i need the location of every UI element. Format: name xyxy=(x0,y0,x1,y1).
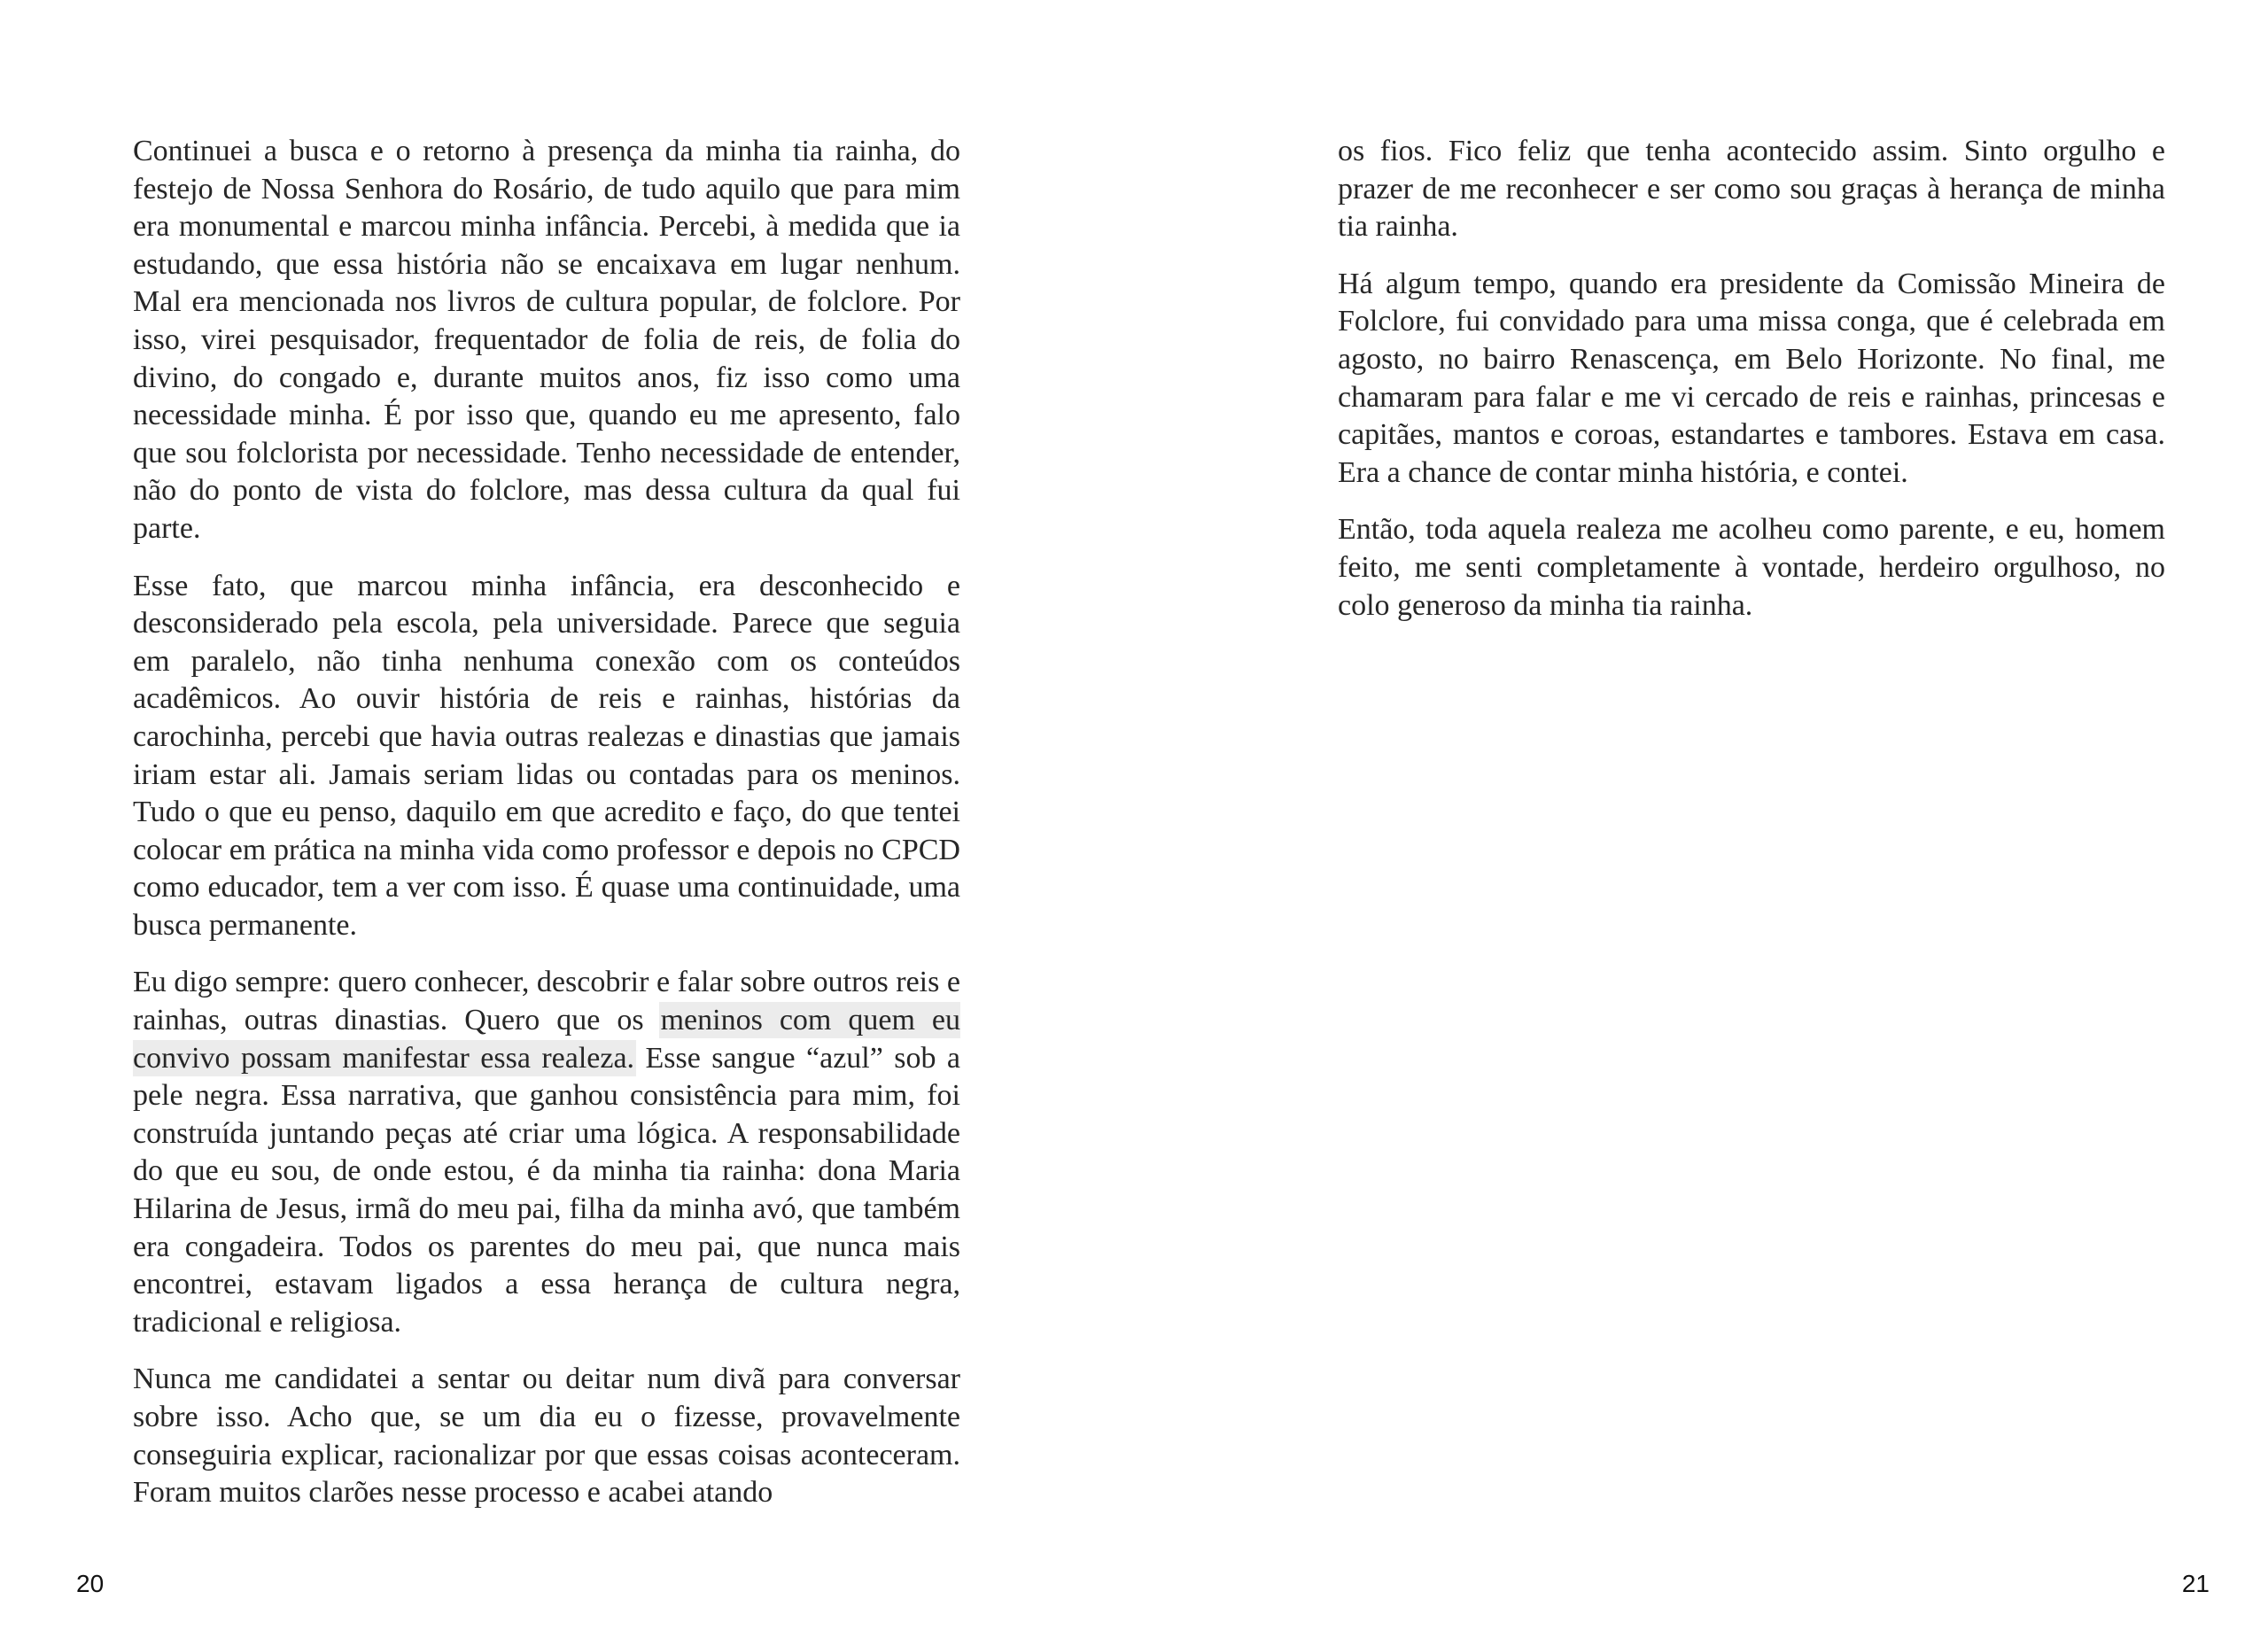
paragraph: Continuei a busca e o retorno à presença da minha tia rainha, do festejo de Nossa Senhora do Rosário, de tudo aquilo que para mim era monumental e marcou minha infância. Percebi, à medida que ia estudando, que essa história não se encaixava em lugar nenhum. Mal era mencionada nos livros de cultura popular, de folclore. Por isso, virei pesquisador, frequentador de folia de reis, de folia do divino, do congado e, durante muitos anos, fiz isso como uma necessidade minha. É por isso que, quando eu me apresento, falo que sou folclorista por necessidade. Tenho necessidade de entender, não do ponto de vista do folclore, mas dessa cultura da qual fui parte. xyxy=(133,135,960,545)
paragraph: Nunca me candidatei a sentar ou deitar num divã para conversar sobre isso. Acho que, se um dia eu o fizesse, provavelmente conseguiria explicar, racionalizar por que essas coisas aconteceram. Foram muitos clarões nesse processo e acabei atando xyxy=(133,1363,960,1510)
paragraph: Há algum tempo, quando era presidente da Comissão Mineira de Folclore, fui convidado para uma missa conga, que é celebrada em agosto, no bairro Renascença, em Belo Horizonte. No final, me chamaram para falar e me vi cercado de reis e rainhas, princesas e capitães, mantos e coroas, estandartes e tambores. Estava em casa. Era a chance de contar minha história, e contei. xyxy=(1338,267,2165,489)
paragraph-text: Esse sangue “azul” sob a pele negra. Essa narrativa, que ganhou consistência para mim, foi construída juntando peças até criar uma lógica. A responsabilidade do que eu sou, de onde estou, é da minha tia rainha: dona Maria Hilarina de Jesus, irmã do meu pai, filha da minha avó, que também era congadeira. Todos os parentes do meu pai, que nunca mais encontrei, estavam ligados a essa herança de cultura negra, tradicional e religiosa. xyxy=(133,1041,960,1339)
right-text-column xyxy=(1338,133,2165,644)
paragraph: Esse fato, que marcou minha infância, era desconhecido e desconsiderado pela escola, pela universidade. Parece que seguia em paralelo, não tinha nenhuma conexão com os conteúdos acadêmicos. Ao ouvir história de reis e rainhas, histórias da carochinha, percebi que havia outras realezas e dinastias que jamais iriam estar ali. Jamais seriam lidas ou contadas para os meninos. Tudo o que eu penso, daquilo em que acredito e faço, do que tentei colocar em prática na minha vida como professor e depois no CPCD como educador, tem a ver com isso. É quase uma continuidade, uma busca permanente. xyxy=(133,569,960,942)
left-text-column xyxy=(133,133,960,1532)
page-number: 20 xyxy=(76,1570,105,1597)
paragraph xyxy=(133,964,960,1341)
highlighted-text[interactable]: meninos com quem eu convivo possam manifestar essa realeza. xyxy=(133,1004,960,1075)
paragraph: Então, toda aquela realeza me acolheu como parente, e eu, homem feito, me senti completamente à vontade, herdeiro orgulhoso, no colo generoso da minha tia rainha. xyxy=(1338,513,2165,622)
paragraph: os fios. Fico feliz que tenha acontecido assim. Sinto orgulho e prazer de me reconhecer e ser como sou graças à herança de minha tia rainha. xyxy=(1338,135,2165,244)
page-number: 21 xyxy=(2181,1570,2210,1597)
right-page xyxy=(1134,0,2268,1646)
paragraph-text: Eu digo sempre: quero conhecer, descobrir e falar sobre outros reis e rainhas, outras dinastias. Quero que os xyxy=(133,966,960,1037)
